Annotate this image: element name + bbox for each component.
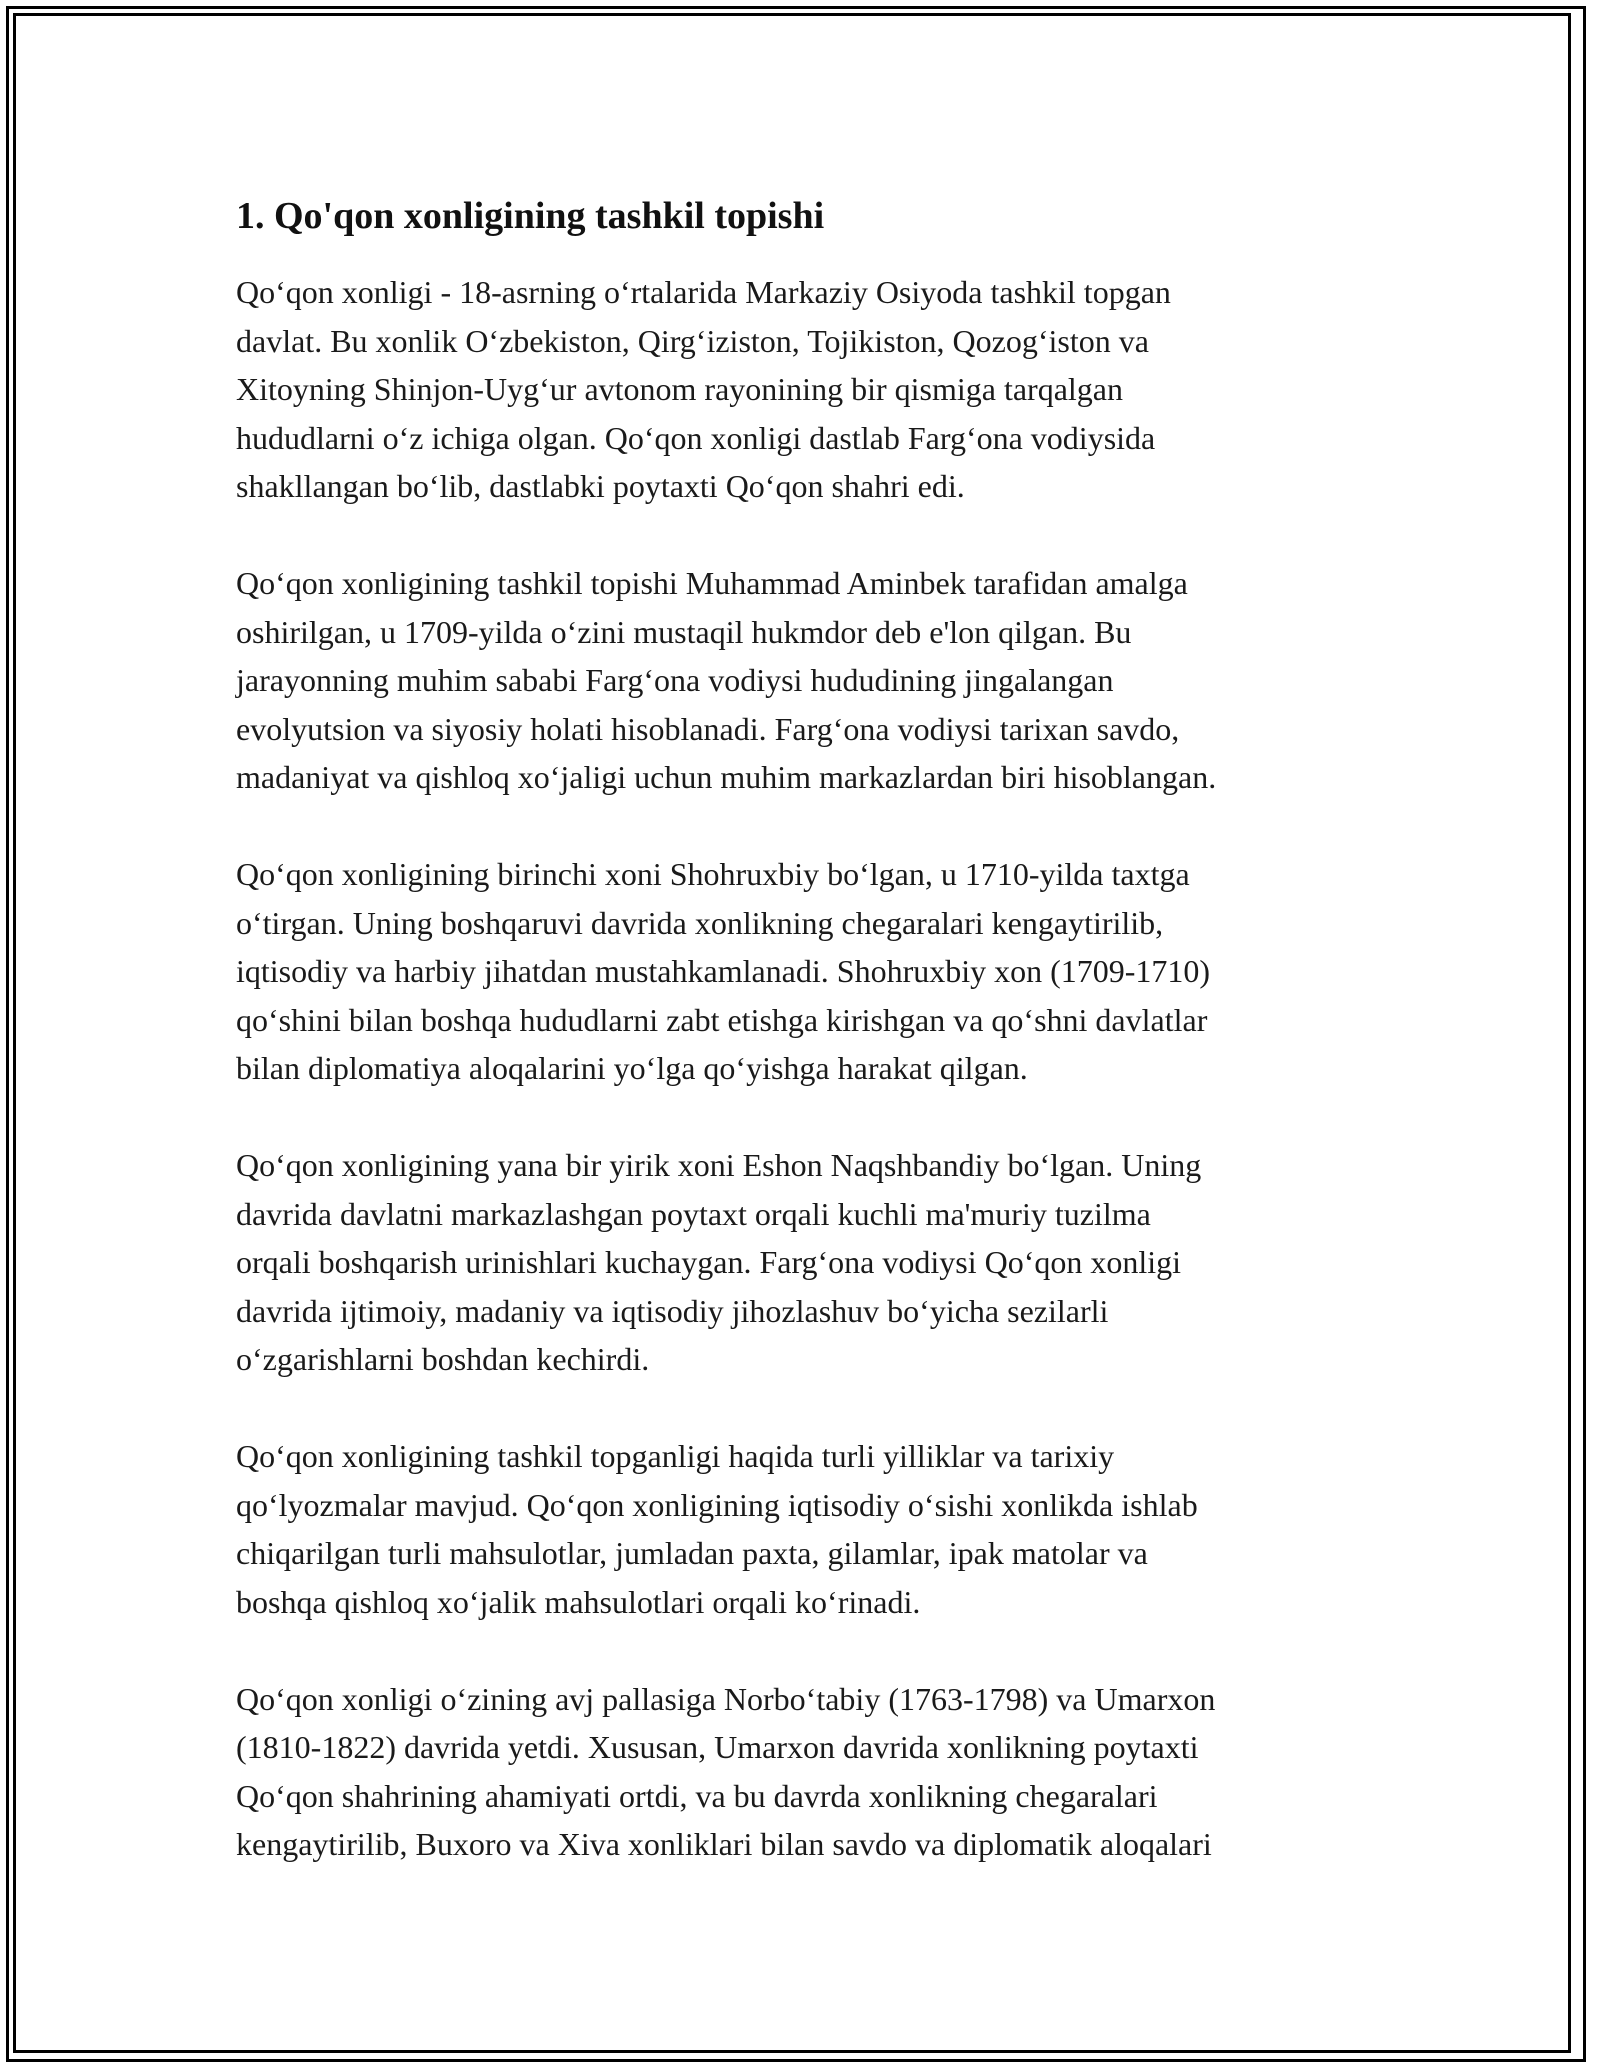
document-title: 1. Qo'qon xonligining tashkil topishi [236, 195, 825, 237]
paragraph-line: kengaytirilib, Buxoro va Xiva xonliklari bilan savdo va diplomatik aloqalari [236, 1826, 1212, 1862]
paragraph-line: shakllangan bo‘lib, dastlabki poytaxti Qo‘qon shahri edi. [236, 468, 965, 504]
paragraph-line: iqtisodiy va harbiy jihatdan mustahkamlanadi. Shohruxbiy xon (1709-1710) [236, 953, 1211, 989]
paragraph-line: jarayonning muhim sababi Farg‘ona vodiysi hududining jingalangan [236, 662, 1114, 698]
paragraph-line: Qo‘qon xonligi - 18-asrning o‘rtalarida Markaziy Osiyoda tashkil topgan [236, 274, 1171, 310]
paragraph-line: qo‘lyozmalar mavjud. Qo‘qon xonligining iqtisodiy o‘sishi xonlikda ishlab [236, 1486, 1198, 1523]
paragraph-line: o‘tirgan. Uning boshqaruvi davrida xonlikning chegaralari kengaytirilib, [236, 904, 1164, 941]
paragraph-1 [236, 268, 1406, 511]
paragraph-5 [236, 1432, 1406, 1626]
paragraph-line: chiqarilgan turli mahsulotlar, jumladan paxta, gilamlar, ipak matolar va [236, 1535, 1148, 1571]
paragraph-line: boshqa qishloq xo‘jalik mahsulotlari orqali ko‘rinadi. [236, 1583, 921, 1620]
paragraph-line: bilan diplomatiya aloqalarini yo‘lga qo‘yishga harakat qilgan. [236, 1050, 1028, 1086]
paragraph-line: o‘zgarishlarni boshdan kechirdi. [236, 1341, 650, 1377]
paragraph-line: (1810-1822) davrida yetdi. Xususan, Umarxon davrida xonlikning poytaxti [236, 1729, 1199, 1765]
paragraph-3 [236, 850, 1406, 1093]
paragraph-line: davlat. Bu xonlik O‘zbekiston, Qirg‘iziston, Tojikiston, Qozog‘iston va [236, 322, 1149, 359]
paragraph-line: madaniyat va qishloq xo‘jaligi uchun muhim markazlardan biri hisoblangan. [236, 759, 1217, 795]
paragraph-4 [236, 1141, 1406, 1384]
paragraph-line: Qo‘qon xonligining birinchi xoni Shohruxbiy bo‘lgan, u 1710-yilda taxtga [236, 856, 1190, 892]
paragraph-line: Qo‘qon xonligining tashkil topganligi haqida turli yilliklar va tarixiy [236, 1438, 1115, 1474]
paragraph-line: Qo‘qon shahrining ahamiyati ortdi, va bu davrda xonlikning chegaralari [236, 1777, 1158, 1814]
paragraph-2 [236, 559, 1406, 802]
paragraph-line: Qo‘qon xonligining yana bir yirik xoni Eshon Naqshbandiy bo‘lgan. Uning [236, 1147, 1202, 1183]
paragraph-line: Xitoyning Shinjon-Uyg‘ur avtonom rayonining bir qismiga tarqalgan [236, 371, 1123, 407]
paragraph-line: orqali boshqarish urinishlari kuchaygan. Farg‘ona vodiysi Qo‘qon xonligi [236, 1244, 1182, 1280]
paragraph-line: Qo‘qon xonligi o‘zining avj pallasiga Norbo‘tabiy (1763-1798) va Umarxon [236, 1680, 1216, 1717]
paragraph-line: Qo‘qon xonligining tashkil topishi Muhammad Aminbek tarafidan amalga [236, 565, 1188, 601]
paragraph-line: davrida davlatni markazlashgan poytaxt orqali kuchli ma'muriy tuzilma [236, 1195, 1151, 1232]
paragraph-line: evolyutsion va siyosiy holati hisoblanadi. Farg‘ona vodiysi tarixan savdo, [236, 710, 1180, 747]
document-body [236, 186, 1406, 1917]
paragraph-line: davrida ijtimoiy, madaniy va iqtisodiy jihozlashuv bo‘yicha sezilarli [236, 1292, 1109, 1329]
paragraph-line: oshirilgan, u 1709-yilda o‘zini mustaqil hukmdor deb e'lon qilgan. Bu [236, 613, 1132, 650]
paragraph-line: qo‘shini bilan boshqa hududlarni zabt etishga kirishgan va qo‘shni davlatlar [236, 1001, 1208, 1038]
paragraph-line: hududlarni o‘z ichiga olgan. Qo‘qon xonligi dastlab Farg‘ona vodiysida [236, 419, 1156, 456]
paragraph-6 [236, 1675, 1406, 1869]
